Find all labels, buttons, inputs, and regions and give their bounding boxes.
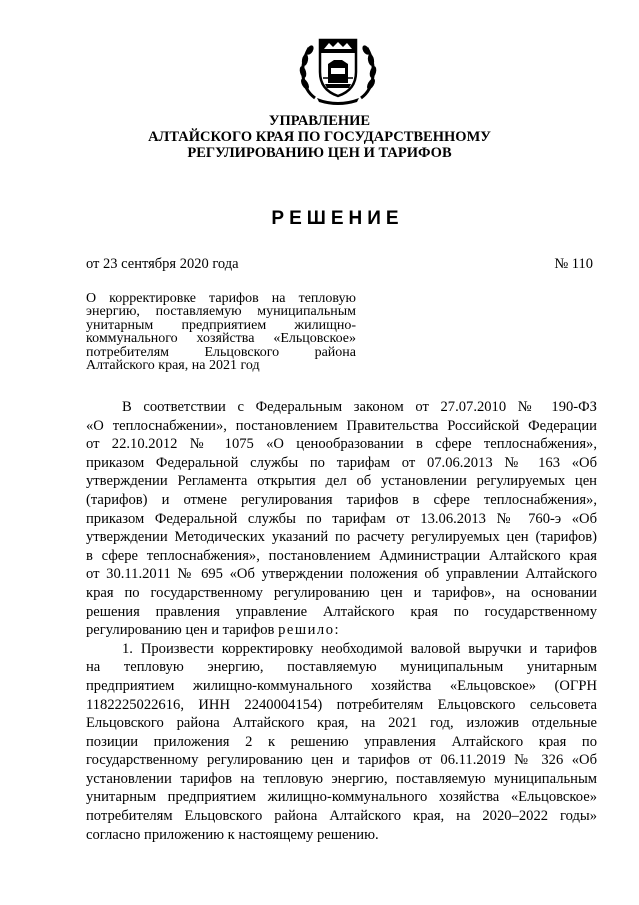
decided-word: решило (278, 622, 335, 639)
body-line: края по государственному регулированию цен и тарифов», на основании (86, 584, 597, 601)
body-line: утверждении Регламента открытия дел об установлении регулируемых цен (86, 473, 597, 490)
body-line: Ельцовского района Алтайского края, на 2021 год, изложив отдельные (86, 715, 597, 732)
decision-body (86, 398, 597, 844)
subject-line: Алтайского края, на 2021 год (86, 358, 260, 374)
body-line: В соответствии с Федеральным законом от 27.07.2010 № 190-ФЗ (122, 399, 597, 415)
decision-subject (86, 292, 356, 372)
body-line: унитарным предприятием жилищно-коммунального хозяйства «Ельцовское» (86, 789, 597, 806)
decision-date: от 23 сентября 2020 года (86, 256, 239, 272)
item-1-paragraph (86, 640, 597, 845)
subject-line: О корректировке тарифов на тепловую (86, 291, 356, 306)
body-line: приказом Федеральной службы по тарифам от 07.06.2013 № 163 «Об (86, 454, 597, 471)
subject-line: энергию, поставляемую муниципальным (86, 304, 356, 320)
body-line: установлении тарифов на тепловую энергию, поставляемую муниципальным (86, 770, 597, 787)
body-line: (тарифов) и отмене регулирования тарифов в сфере теплоснабжения», (86, 491, 597, 508)
body-line: потребителям Ельцовского района Алтайского края, на 2020–2022 годы» (86, 808, 597, 825)
body-line: на тепловую энергию, поставляемую муниципальным унитарным (86, 659, 597, 676)
body-text: регулированию цен и тарифов (86, 622, 279, 639)
body-line (86, 621, 597, 640)
body-line: позиции приложения 2 к решению управления Алтайского края по (86, 733, 597, 750)
body-text: : (334, 622, 339, 639)
subject-line: коммунального хозяйства «Ельцовское» (86, 331, 356, 347)
body-line: согласно приложению к настоящему решению. (86, 826, 379, 843)
body-line: в сфере теплоснабжения», постановлением Администрации Алтайского края (86, 547, 597, 564)
body-line: «О теплоснабжении», постановлением Правительства Российской Федерации (86, 417, 597, 434)
subject-line: унитарным предприятием жилищно- (86, 317, 356, 333)
body-line: приказом Федеральной службы по тарифам от 13.06.2013 № 760-э «Об (86, 510, 597, 527)
body-line: государственному регулированию цен и тарифов от 06.11.2019 № 326 «Об (86, 752, 597, 769)
preamble-paragraph (86, 398, 597, 640)
coat-of-arms-emblem (295, 28, 381, 108)
body-line: 1182225022616, ИНН 2240004154) потребителям Ельцовского сельсовета (86, 696, 597, 713)
subject-line: потребителям Ельцовского района (86, 344, 356, 360)
organization-name (0, 113, 639, 161)
decision-number: № 110 (554, 256, 593, 272)
document-type-title: РЕШЕНИЕ (271, 208, 404, 229)
org-line: УПРАВЛЕНИЕ (268, 113, 371, 129)
body-line: от 22.10.2012 № 1075 «О ценообразовании в сфере теплоснабжения», (86, 436, 597, 453)
org-line: РЕГУЛИРОВАНИЮ ЦЕН И ТАРИФОВ (187, 145, 452, 161)
body-line: от 30.11.2011 № 695 «Об утверждении положения об управлении Алтайского (86, 566, 597, 583)
org-line: АЛТАЙСКОГО КРАЯ ПО ГОСУДАРСТВЕННОМУ (148, 129, 491, 145)
body-line: утверждении Методических указаний по расчету регулируемых цен (тарифов) (86, 529, 597, 546)
body-line: решения правления управление Алтайского края по государственному (86, 603, 597, 620)
body-line: 1. Произвести корректировку необходимой валовой выручки и тарифов (122, 640, 597, 657)
body-line: предприятием жилищно-коммунального хозяйства «Ельцовское» (ОГРН (86, 677, 597, 694)
